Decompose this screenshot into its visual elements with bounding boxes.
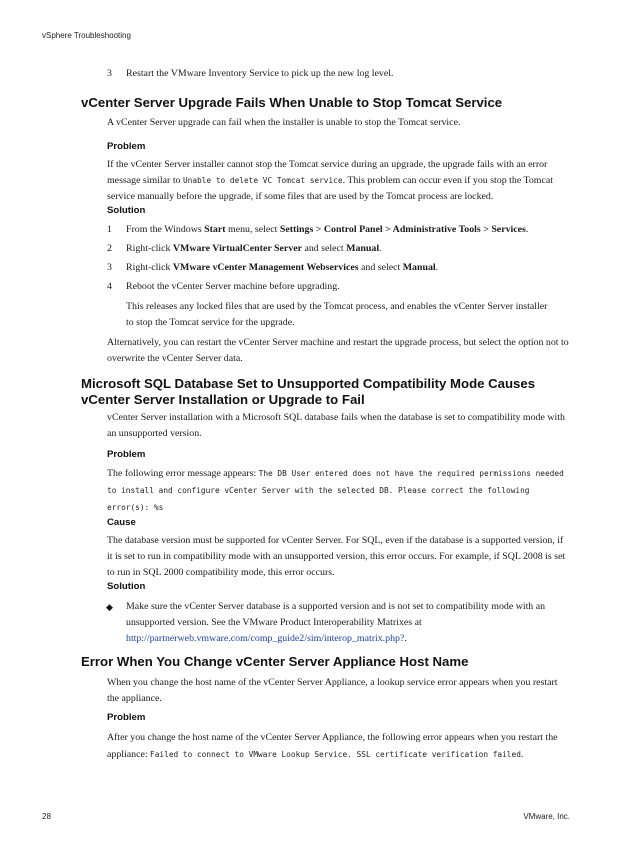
section-intro: When you change the host name of the vCenter Server Appliance, a lookup service error appears when you restart the appliance. [107, 677, 558, 704]
ui-term: Start [204, 224, 226, 235]
step-number: 3 [107, 262, 112, 273]
step-text-part: and select [301, 243, 347, 254]
bullet-text: Make sure the vCenter Server database is a supported version and is not set to compatibility mode with an unsupported version. See the VMware Product Interoperability Matrixes at [126, 601, 546, 628]
ui-term: Manual [346, 243, 380, 254]
diamond-bullet-icon: ◆ [106, 602, 113, 612]
error-code: The DB User entered does not have the required permissions needed to install and configure vCenter Server with the selected DB. Please correct the following error(s): %s [107, 469, 564, 512]
problem-paragraph [107, 729, 571, 763]
section-intro: A vCenter Server upgrade can fail when the installer is unable to stop the Tomcat service. [107, 117, 461, 128]
problem-heading: Problem [107, 712, 146, 723]
step-text-part: . [379, 243, 382, 254]
step-note: This releases any locked files that are used by the Tomcat process, and enables the vCenter Server installer to stop the Tomcat service for the upgrade. [126, 301, 548, 328]
running-head: vSphere Troubleshooting [42, 31, 131, 40]
step-number: 3 [107, 68, 112, 79]
problem-text: The following error message appears: [107, 468, 259, 479]
problem-text: If the vCenter Server installer cannot stop the Tomcat service during an upgrade, the upgrade fails with an error message similar to [107, 159, 548, 186]
bullet-text-end: . [404, 633, 407, 644]
ui-term: VMware vCenter Management Webservices [172, 262, 359, 273]
heading-line: Microsoft SQL Database Set to Unsupported Compatibility Mode Causes [81, 376, 536, 391]
step-text-part: . [435, 262, 439, 273]
solution-bullet-text [126, 599, 572, 647]
section-heading-tomcat: vCenter Server Upgrade Fails When Unable to Stop Tomcat Service [81, 95, 503, 110]
problem-heading: Problem [107, 141, 146, 152]
step-text [126, 260, 572, 276]
solution-heading: Solution [107, 205, 146, 216]
section-intro: vCenter Server installation with a Microsoft SQL database fails when the database is set to compatibility mode with an unsupported version. [107, 412, 565, 439]
heading-line: vCenter Server Installation or Upgrade to Fail [81, 392, 365, 407]
section-heading-sql [81, 376, 581, 408]
ui-term: Manual [402, 262, 436, 273]
solution-heading: Solution [107, 581, 146, 592]
step-text-part: . [525, 224, 529, 235]
step-text-part: Right-click [126, 262, 173, 273]
alternative-paragraph: Alternatively, you can restart the vCenter Server machine and restart the upgrade process, but select the option not to overwrite the vCenter Server data. [107, 337, 569, 364]
cause-paragraph: The database version must be supported for vCenter Server. For SQL, even if the database is a supported version, if it is set to run in compatibility mode with an unsupported version, this error occurs. For example, if SQL 2008 is set to run in SQL 2000 compatibility mode, this error occurs. [107, 535, 566, 578]
ui-path: Settings > Control Panel > Administrative Tools > Services [279, 224, 526, 235]
problem-text: After you change the host name of the vCenter Server Appliance, the following error appears when you restart the appliance: [107, 732, 558, 760]
step-text-part: and select [358, 262, 403, 273]
problem-paragraph [107, 465, 571, 516]
footer-company: VMware, Inc. [523, 812, 570, 821]
problem-paragraph [107, 157, 571, 205]
step-number: 4 [107, 281, 112, 292]
step-text-part: menu, select [225, 224, 280, 235]
step-text-part: Right-click [126, 243, 173, 254]
problem-heading: Problem [107, 449, 146, 460]
error-code: Failed to connect to VMware Lookup Service. SSL certificate verification failed [150, 750, 521, 759]
cause-heading: Cause [107, 517, 136, 528]
step-number: 1 [107, 224, 112, 235]
problem-text-end: . This problem can occur even if you stop the Tomcat service manually before the upgrade, if some files that are used by the Tomcat process are locked. [107, 175, 553, 202]
step-number: 2 [107, 243, 112, 254]
step-text-part: From the Windows [126, 224, 205, 235]
step-text [126, 241, 572, 257]
step-text [126, 222, 572, 238]
step-text: Reboot the vCenter Server machine before upgrading. [126, 281, 340, 292]
problem-text-end: . [520, 749, 524, 760]
interop-matrix-link[interactable]: http://partnerweb.vmware.com/comp_guide2/sim/interop_matrix.php? [126, 633, 405, 644]
page-number: 28 [42, 812, 51, 821]
ui-term: VMware VirtualCenter Server [172, 243, 302, 254]
step-text: Restart the VMware Inventory Service to pick up the new log level. [126, 68, 394, 79]
section-heading-appliance: Error When You Change vCenter Server Appliance Host Name [81, 654, 469, 669]
error-code: Unable to delete VC Tomcat service [182, 176, 343, 185]
